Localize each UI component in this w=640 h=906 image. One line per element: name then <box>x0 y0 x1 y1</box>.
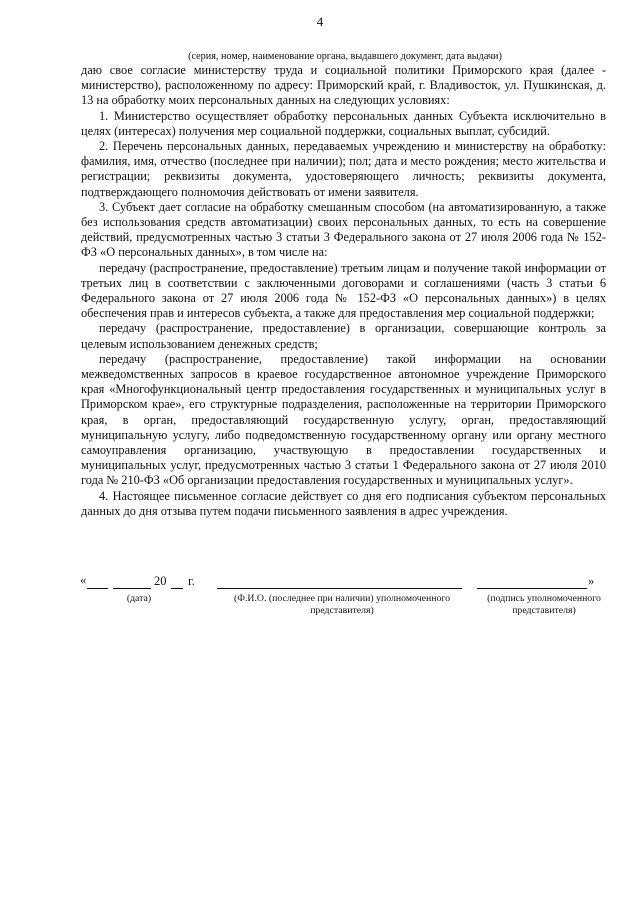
page-number: 4 <box>316 14 324 29</box>
signature-line <box>477 588 587 589</box>
clause-1-paragraph: 1. Министерство осуществляет обработку персональных данных Субъекта исключительно в целях (интересах) получения мер социальной поддержки, социальных выплат, субсидий. <box>81 108 606 138</box>
date-month-line <box>113 588 151 589</box>
clause-3-paragraph: 3. Субъект дает согласие на обработку смешанным способом (на автоматизированную, а также без использования средств автоматизации) своих персональных данных, то есть на совершение действий, предусмотренных частью 3 статьи 3 Федерального закона от 27 июля 2006 года № 152-ФЗ «О персональных данных», в том числе на: <box>81 199 606 260</box>
date-quote-open: « <box>80 573 87 587</box>
clause-3-item-interagency-requests: передачу (распространение, предоставление) такой информации на основании межведомственных запросов в краевое государственное автономное учреждение Приморского края «Многофункциональный центр предоставления государственных и муниципальных услуг в Приморском крае», его структурные подразделения, расположенные на территории Приморского края, в орган, предоставляющий государственную услугу, орган, предоставляющий муниципальную услугу, либо подведомственную государственному органу или органу местного самоуправления организацию, участвующую в предоставлении государственных и муниципальных услуг, предусмотренных частью 3 статьи 1 Федерального закона от 27 июля 2010 года № 210-ФЗ «Об организации предоставления государственных и муниципальных услуг». <box>81 351 606 488</box>
fio-line <box>217 588 462 589</box>
clause-3-item-third-parties: передачу (распространение, предоставление) третьим лицам и получение такой информации от третьих лиц в соответствии с заключенными договорами и соглашениями (часть 3 статьи 6 Федерального закона от 27 июля 2006 года № 152-ФЗ «О персональных данных») в целях обеспечения прав и интересов субъекта, а также для предоставления мер социальной поддержки; <box>81 260 606 321</box>
signature-caption: (подпись уполномоченного представителя) <box>487 593 601 616</box>
consent-intro-paragraph: даю свое согласие министерству труда и социальной политики Приморского края (далее - министерство), расположенному по адресу: Приморский край, г. Владивосток, ул. Пушкинская, д. 13 на обработку моих персональных данных на следующих условиях: <box>81 63 606 108</box>
date-caption: (дата) <box>126 593 152 604</box>
clause-4-paragraph: 4. Настоящее письменное согласие действует со дня его подписания субъектом персональных данных до дня отзыва путем подачи письменного заявления в адрес учреждения. <box>81 488 606 518</box>
clause-2-paragraph: 2. Перечень персональных данных, передаваемых учреждению и министерству на обработку: фамилия, имя, отчество (последнее при наличии); пол; дата и место рождения; место жительства и регистрации; реквизиты документа, удостоверяющего личность; реквизиты документа, подтверждающего полномочия действовать от имени заявителя. <box>81 139 606 199</box>
signature-closing-quote: » <box>588 574 595 588</box>
fio-caption: (Ф.И.О. (последнее при наличии) уполномоченного представителя) <box>233 593 451 616</box>
date-year-line <box>171 588 183 589</box>
date-day-line <box>87 588 108 589</box>
date-year-suffix: г. <box>188 574 195 588</box>
document-details-caption: (серия, номер, наименование органа, выдавшего документ, дата выдачи) <box>188 51 502 62</box>
clause-3-item-control-organizations: передачу (распространение, предоставление) в организации, совершающие контроль за целевым использованием денежных средств; <box>81 321 606 351</box>
date-year-prefix: 20 <box>154 574 167 588</box>
consent-body <box>81 63 606 519</box>
